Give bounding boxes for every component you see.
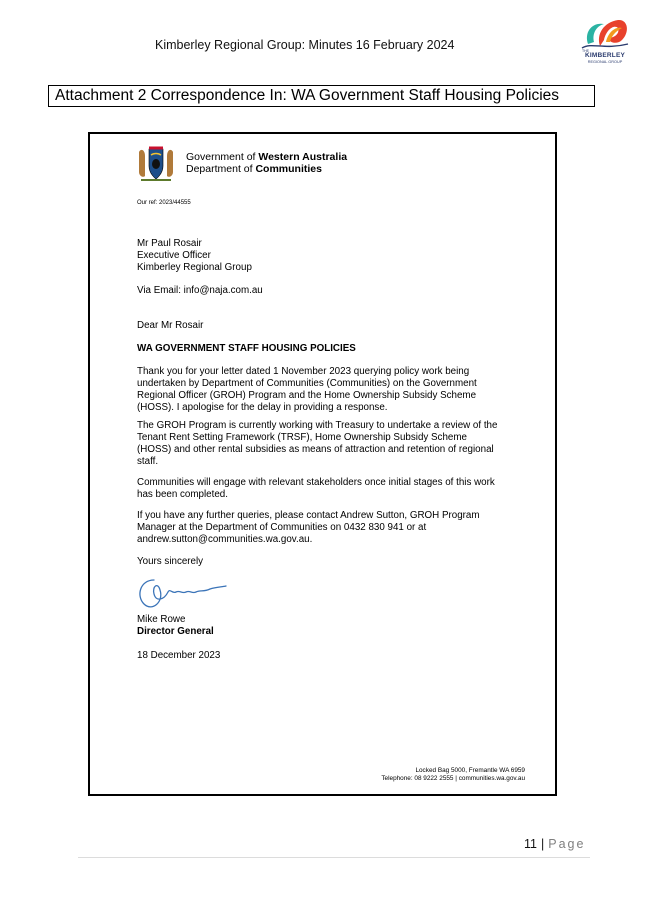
paragraph-line: has been completed. xyxy=(137,489,228,500)
page-number: 11 | Page xyxy=(524,837,586,851)
salutation: Dear Mr Rosair xyxy=(137,320,204,331)
recipient-name: Mr Paul Rosair xyxy=(137,238,202,249)
footer-rule xyxy=(78,857,590,858)
paragraph-line: Communities will engage with relevant stakeholders once initial stages of this work xyxy=(137,477,495,488)
our-reference: Our ref: 2023/44555 xyxy=(137,200,191,206)
signer-title: Director General xyxy=(137,626,214,637)
paragraph-line: andrew.sutton@communities.wa.gov.au. xyxy=(137,534,313,545)
paragraph-line: (HOSS) and other rental subsidies as means of attraction and retention of regional xyxy=(137,444,494,455)
wa-coat-of-arms-icon xyxy=(137,146,175,184)
letter-subject: WA GOVERNMENT STAFF HOUSING POLICIES xyxy=(137,343,356,354)
kimberley-regional-group-logo: THE KIMBERLEY REGIONAL GROUP xyxy=(578,14,632,72)
footer-contact: Telephone: 08 9222 2555 | communities.wa.gov.au xyxy=(381,775,525,782)
paragraph-line: staff. xyxy=(137,456,159,467)
paragraph-line: undertaken by Department of Communities (Communities) on the Government xyxy=(137,378,477,389)
letterhead-government: Government of Western Australia xyxy=(186,151,348,163)
paragraph-line: Tenant Rent Setting Framework (TRSF), Home Ownership Subsidy Scheme xyxy=(137,432,467,443)
closing: Yours sincerely xyxy=(137,556,204,567)
attachment-title: Attachment 2 Correspondence In: WA Government Staff Housing Policies xyxy=(48,85,595,107)
paragraph-line: If you have any further queries, please contact Andrew Sutton, GROH Program xyxy=(137,510,480,521)
paragraph-line: The GROH Program is currently working with Treasury to undertake a review of the xyxy=(137,420,498,431)
paragraph-line: Regional Officer (GROH) Program and the Home Ownership Subsidy Scheme xyxy=(137,390,477,401)
letterhead-department: Department of Communities xyxy=(186,163,322,175)
via-email: Via Email: info@naja.com.au xyxy=(137,285,263,296)
paragraph-line: (HOSS). I apologise for the delay in providing a response. xyxy=(137,402,388,413)
paragraph-line: Manager at the Department of Communities on 0432 830 941 or at xyxy=(137,522,427,533)
signature xyxy=(134,572,234,614)
recipient-title: Executive Officer xyxy=(137,250,211,261)
letter-date: 18 December 2023 xyxy=(137,650,221,661)
page-header-title: Kimberley Regional Group: Minutes 16 February 2024 xyxy=(155,38,455,52)
recipient-organisation: Kimberley Regional Group xyxy=(137,262,252,273)
paragraph-line: Thank you for your letter dated 1 November 2023 querying policy work being xyxy=(137,366,470,377)
footer-address: Locked Bag 5000, Fremantle WA 6959 xyxy=(415,767,525,774)
letter-image xyxy=(88,132,557,796)
signer-name: Mike Rowe xyxy=(137,614,186,625)
